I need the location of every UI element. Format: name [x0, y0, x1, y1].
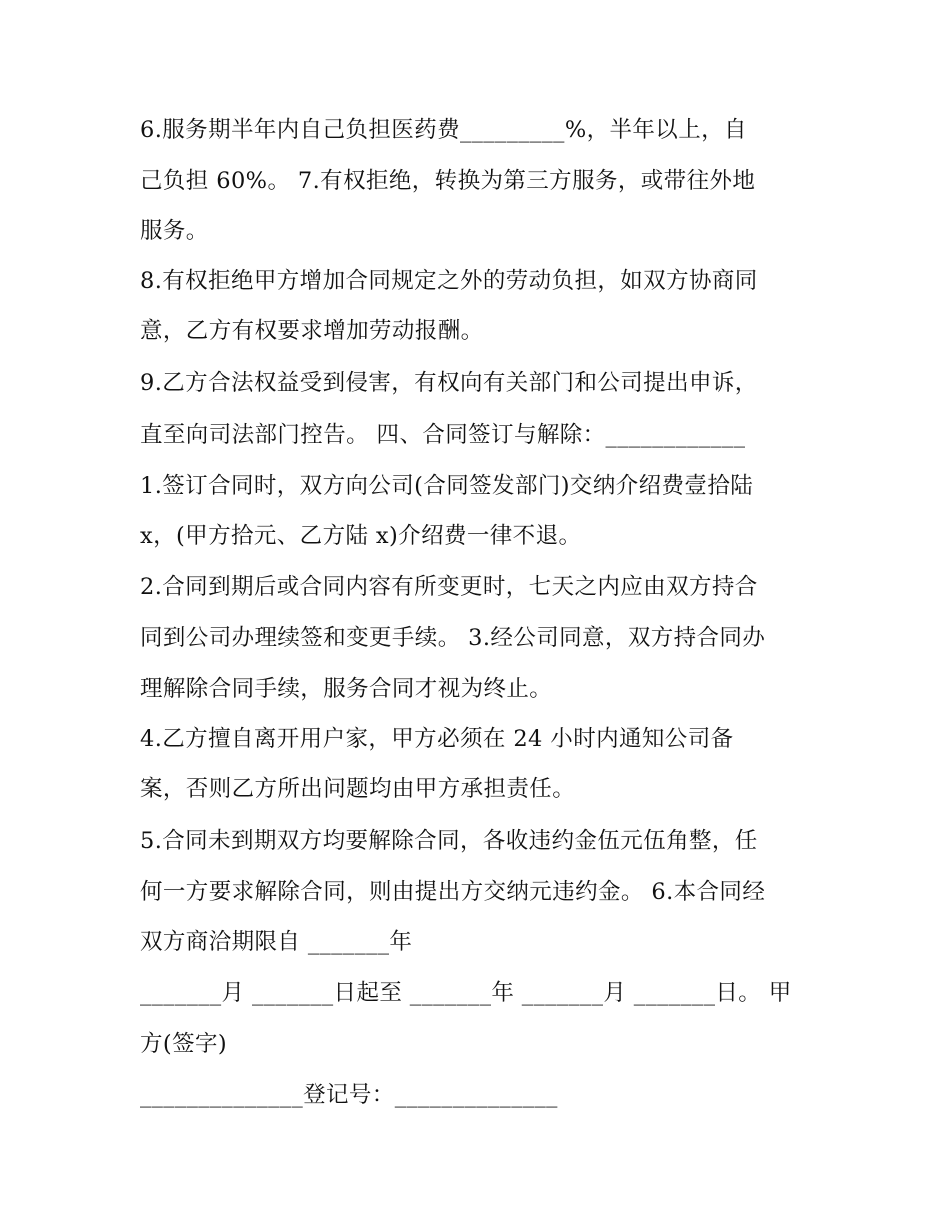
text-line: 双方商洽期限自 _______年 [140, 929, 413, 955]
text-line: 8.有权拒绝甲方增加合同规定之外的劳动负担，如双方协商同 [140, 268, 758, 294]
text-line: 方(签字) [140, 1031, 228, 1057]
text-line: 9.乙方合法权益受到侵害，有权向有关部门和公司提出申诉， [140, 370, 758, 396]
text-line: 服务。 [140, 218, 209, 244]
text-line: 何一方要求解除合同，则由提出方交纳元违约金。 6.本合同经 [140, 879, 766, 905]
text-line: 己负担 60%。 7.有权拒绝，转换为第三方服务，或带往外地 [140, 168, 756, 194]
text-line: 2.合同到期后或合同内容有所变更时，七天之内应由双方持合 [140, 574, 758, 600]
text-line: 意，乙方有权要求增加劳动报酬。 [140, 318, 484, 344]
text-line: _______月 _______日起至 _______年 _______月 _______日。 甲 [140, 980, 792, 1006]
text-line: ______________登记号：______________ [140, 1082, 558, 1108]
text-line: 理解除合同手续，服务合同才视为终止。 [140, 676, 553, 702]
text-line: 4.乙方擅自离开用户家，甲方必须在 24 小时内通知公司备 [140, 726, 734, 752]
text-line: 同到公司办理续签和变更手续。 3.经公司同意，双方持合同办 [140, 625, 766, 651]
text-line: 1.签订合同时，双方向公司(合同签发部门)交纳介绍费壹拾陆 [140, 473, 754, 499]
text-line: x，(甲方拾元、乙方陆 x)介绍费一律不退。 [140, 523, 582, 549]
text-line: 6.服务期半年内自己负担医药费_________%，半年以上，自 [140, 117, 747, 143]
text-line: 5.合同未到期双方均要解除合同，各收违约金伍元伍角整，任 [140, 828, 758, 854]
text-line: 直至向司法部门控告。 四、合同签订与解除：____________ [140, 422, 746, 448]
text-line: 案，否则乙方所出问题均由甲方承担责任。 [140, 776, 576, 802]
